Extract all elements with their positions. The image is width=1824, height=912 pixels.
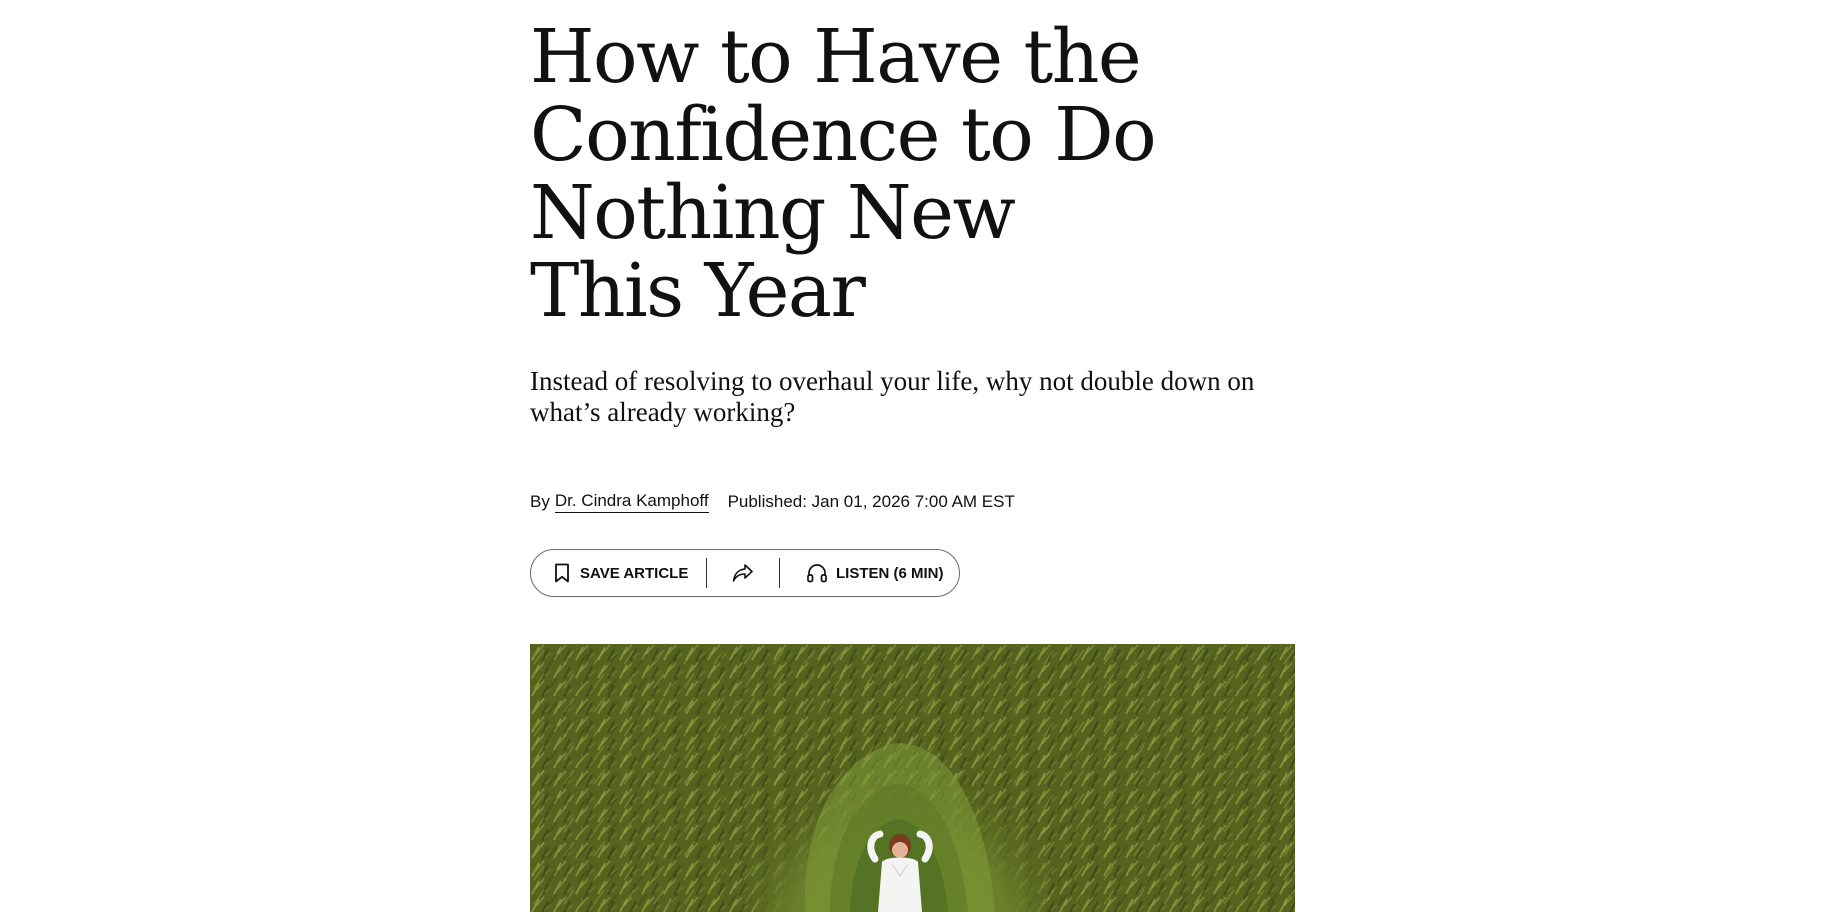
hero-image <box>530 644 1295 912</box>
article-action-bar <box>530 549 960 597</box>
save-article-label: SAVE ARTICLE <box>580 564 689 582</box>
byline <box>530 491 1015 513</box>
article-dek: Instead of resolving to overhaul your life, why not double down on what’s already working? <box>530 366 1255 427</box>
author-link[interactable]: Dr. Cindra Kamphoff <box>555 491 709 513</box>
byline-prefix: By <box>530 492 550 511</box>
save-article-button[interactable] <box>531 550 706 596</box>
wheat-field-illustration <box>530 644 1295 912</box>
publish-date: Published: Jan 01, 2026 7:00 AM EST <box>727 492 1015 511</box>
bookmark-icon <box>554 563 570 583</box>
share-arrow-icon <box>731 563 755 583</box>
headphones-icon <box>806 563 828 583</box>
listen-button[interactable] <box>780 550 959 596</box>
listen-label: LISTEN (6 MIN) <box>836 564 944 582</box>
article-headline: How to Have the Confidence to Do Nothing New This Year <box>530 14 1156 334</box>
share-button[interactable] <box>707 550 779 596</box>
